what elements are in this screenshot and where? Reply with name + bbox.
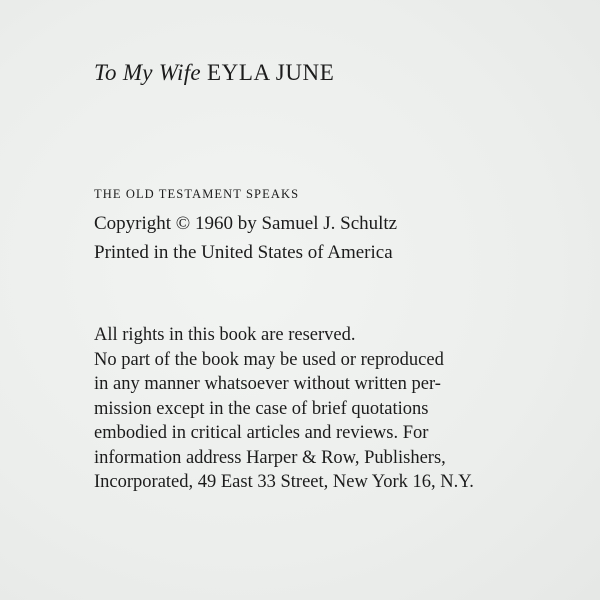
- rights-line: No part of the book may be used or reproduced: [94, 349, 444, 370]
- book-title: THE OLD TESTAMENT SPEAKS: [94, 187, 300, 201]
- rights-line: All rights in this book are reserved.: [94, 325, 356, 345]
- copyright-line: Copyright © 1960 by Samuel J. Schultz: [94, 213, 398, 234]
- rights-line: embodied in critical articles and reviews. For: [94, 423, 429, 443]
- printed-line: Printed in the United States of America: [94, 242, 393, 263]
- rights-line: mission except in the case of brief quotations: [94, 398, 429, 419]
- rights-line: Incorporated, 49 East 33 Street, New York 16, N.Y.: [94, 472, 474, 492]
- copyright-block: [94, 209, 397, 267]
- rights-notice: [94, 323, 474, 495]
- rights-line: information address Harper & Row, Publishers,: [94, 447, 446, 468]
- rights-line: in any manner whatsoever without written per-: [94, 374, 441, 394]
- dedication: [94, 60, 334, 86]
- dedication-prefix: To My Wife: [94, 60, 201, 85]
- dedication-name: EYLA JUNE: [207, 60, 335, 85]
